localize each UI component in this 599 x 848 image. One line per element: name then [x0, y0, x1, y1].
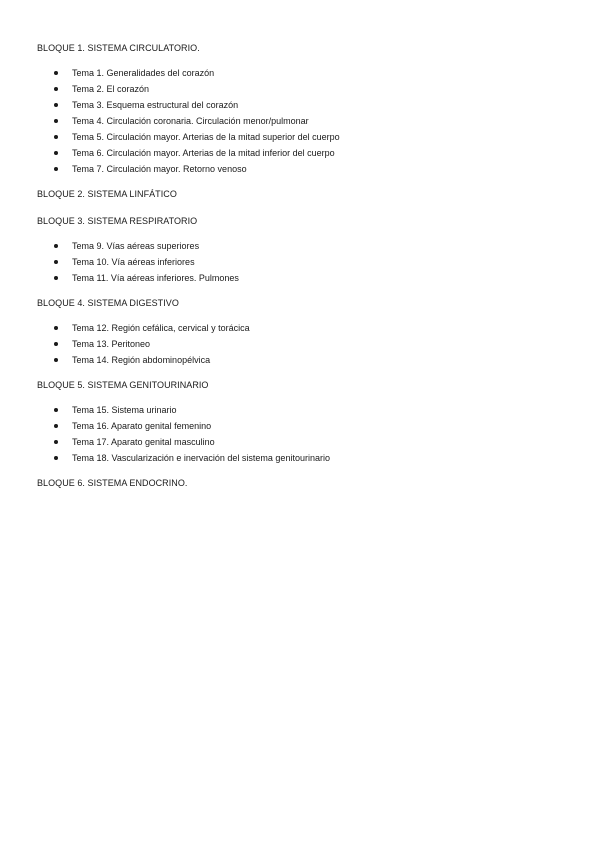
syllabus-content	[37, 42, 577, 489]
list-item	[37, 404, 577, 416]
topic-label: Tema 4. Circulación coronaria. Circulación menor/pulmonar	[72, 116, 309, 126]
topic-list	[37, 322, 577, 366]
topic-label: Tema 11. Vía aéreas inferiores. Pulmones	[72, 273, 239, 283]
bullet-icon	[54, 326, 58, 330]
list-item	[37, 420, 577, 432]
topic-list	[37, 67, 577, 175]
list-item	[37, 452, 577, 464]
list-item	[37, 322, 577, 334]
bullet-icon	[54, 87, 58, 91]
list-item	[37, 436, 577, 448]
topic-label: Tema 6. Circulación mayor. Arterias de la mitad inferior del cuerpo	[72, 148, 335, 158]
list-item	[37, 131, 577, 143]
bullet-icon	[54, 358, 58, 362]
topic-label: Tema 18. Vascularización e inervación del sistema genitourinario	[72, 453, 330, 463]
topic-label: Tema 5. Circulación mayor. Arterias de la mitad superior del cuerpo	[72, 132, 340, 142]
block-title: BLOQUE 1. SISTEMA CIRCULATORIO.	[37, 43, 200, 53]
topic-label: Tema 16. Aparato genital femenino	[72, 421, 212, 431]
list-item	[37, 354, 577, 366]
topic-label: Tema 1. Generalidades del corazón	[72, 68, 215, 78]
topic-list	[37, 404, 577, 464]
bullet-icon	[54, 71, 58, 75]
bullet-icon	[54, 276, 58, 280]
block-title: BLOQUE 5. SISTEMA GENITOURINARIO	[37, 380, 209, 390]
bullet-icon	[54, 342, 58, 346]
list-item	[37, 67, 577, 79]
bullet-icon	[54, 119, 58, 123]
bullet-icon	[54, 135, 58, 139]
bullet-icon	[54, 167, 58, 171]
block-title: BLOQUE 4. SISTEMA DIGESTIVO	[37, 298, 179, 308]
list-item	[37, 240, 577, 252]
bullet-icon	[54, 424, 58, 428]
list-item	[37, 272, 577, 284]
topic-label: Tema 17. Aparato genital masculino	[72, 437, 215, 447]
list-item	[37, 115, 577, 127]
bullet-icon	[54, 456, 58, 460]
block-title: BLOQUE 2. SISTEMA LINFÁTICO	[37, 189, 177, 199]
topic-label: Tema 7. Circulación mayor. Retorno venoso	[72, 164, 247, 174]
bullet-icon	[54, 260, 58, 264]
topic-label: Tema 13. Peritoneo	[72, 339, 151, 349]
list-item	[37, 163, 577, 175]
block-title: BLOQUE 6. SISTEMA ENDOCRINO.	[37, 478, 188, 488]
bullet-icon	[54, 103, 58, 107]
bullet-icon	[54, 151, 58, 155]
topic-label: Tema 15. Sistema urinario	[72, 405, 177, 415]
bullet-icon	[54, 244, 58, 248]
topic-label: Tema 2. El corazón	[72, 84, 150, 94]
topic-label: Tema 9. Vías aéreas superiores	[72, 241, 200, 251]
topic-list	[37, 240, 577, 284]
bullet-icon	[54, 440, 58, 444]
list-item	[37, 147, 577, 159]
list-item	[37, 338, 577, 350]
list-item	[37, 83, 577, 95]
topic-label: Tema 14. Región abdominopélvica	[72, 355, 211, 365]
block-title: BLOQUE 3. SISTEMA RESPIRATORIO	[37, 216, 198, 226]
list-item	[37, 99, 577, 111]
list-item	[37, 256, 577, 268]
topic-label: Tema 3. Esquema estructural del corazón	[72, 100, 239, 110]
topic-label: Tema 10. Vía aéreas inferiores	[72, 257, 195, 267]
bullet-icon	[54, 408, 58, 412]
topic-label: Tema 12. Región cefálica, cervical y torácica	[72, 323, 250, 333]
